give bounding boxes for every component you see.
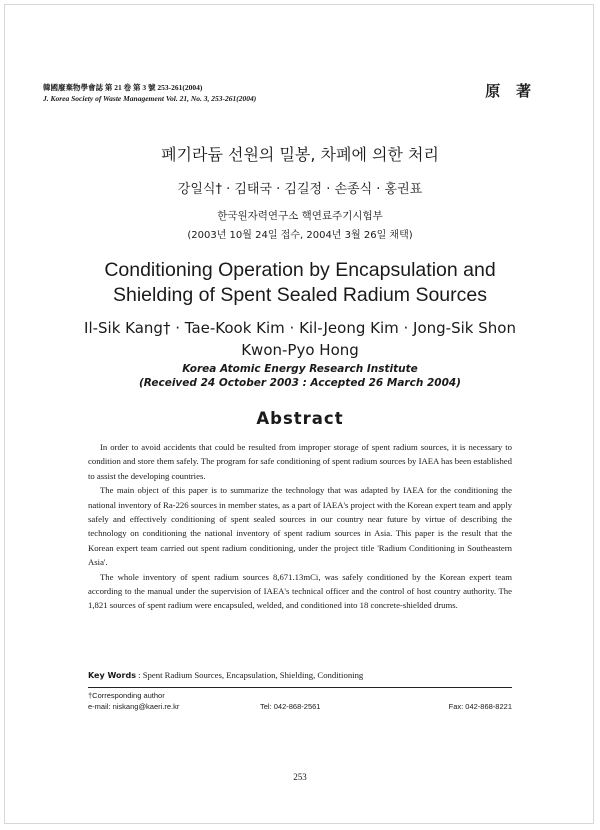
keywords-text: : Spent Radium Sources, Encapsulation, Shielding, Conditioning <box>138 670 364 680</box>
abstract-paragraph: The whole inventory of spent radium sources 8,671.13mCi, was safely conditioned by the Korean expert team according to the manual under the supervision of IAEA's technical officer and the control of host country authority. The 1,821 sources of spent radium were encapsuled, welded, and conditioned into 18 concrete-shielded drums. <box>88 571 512 611</box>
author-fax: Fax: 042-868-8221 <box>448 702 512 711</box>
footnote <box>88 690 512 713</box>
institute-english <box>0 362 600 390</box>
title-english-line-2: Shielding of Spent Sealed Radium Sources <box>113 284 487 306</box>
author-email: e-mail: niskang@kaeri.re.kr <box>88 702 180 711</box>
abstract-body <box>88 440 512 613</box>
abstract-paragraph: The main object of this paper is to summarize the technology that was adapted by IAEA for the conditioning the national inventory of Ra-226 sources in member states, as a part of IAEA's project with the Korean expert team and apply safely and effectively conditioning of spent sealed sources in our country near future by virtue of describing the technology on conditioning the national inventory of spent radium sources in Asia. This paper is the result that the Korean expert team carried out spent radium conditioning, under the project title 'Radium Conditioning in Southeastern Asia'. <box>88 485 512 568</box>
authors-english-line-1: Il-Sik Kang† · Tae-Kook Kim · Kil-Jeong Kim · Jong-Sik Shon <box>84 319 516 337</box>
abstract-paragraph: In order to avoid accidents that could be resulted from improper storage of spent radium sources, it is necessary to condition and store them safely. The program for safe conditioning of spent radium sources by IAEA has been established to assist the developing countries. <box>88 442 512 481</box>
received-accepted-dates: (Received 24 October 2003 : Accepted 26 March 2004) <box>139 377 461 389</box>
authors-english <box>0 317 600 361</box>
authors-english-line-2: Kwon-Pyo Hong <box>241 341 359 359</box>
journal-header <box>43 82 256 104</box>
contact-row <box>88 701 512 713</box>
institute-korean: 한국원자력연구소 핵연료주기시험부 <box>217 210 383 222</box>
title-english-line-1: Conditioning Operation by Encapsulation and <box>104 259 496 281</box>
journal-name-english: J. Korea Society of Waste Management Vol. 21, No. 3, 253-261(2004) <box>43 94 257 103</box>
abstract-heading: Abstract <box>256 409 344 428</box>
page-number: 253 <box>293 772 307 782</box>
dates-korean: (2003년 10월 24일 접수, 2004년 3월 26일 채택) <box>187 230 413 241</box>
keywords <box>88 670 512 680</box>
author-tel: Tel: 042-868-2561 <box>260 702 321 711</box>
article-type-stamp: 原 著 <box>485 84 537 100</box>
footnote-divider <box>88 687 512 688</box>
authors-korean: 강일식† · 김태국 · 김길정 · 손종식 · 홍권표 <box>177 182 423 197</box>
title-english <box>0 258 600 308</box>
keywords-label: Key Words <box>88 671 136 680</box>
corresponding-author: †Corresponding author <box>88 691 165 700</box>
journal-name-korean: 韓國廢棄物學會誌 第 21 卷 第 3 號 253-261(2004) <box>43 83 203 92</box>
institute-name: Korea Atomic Energy Research Institute <box>182 363 418 375</box>
title-korean: 폐기라듐 선원의 밀봉, 차폐에 의한 처리 <box>161 145 439 164</box>
